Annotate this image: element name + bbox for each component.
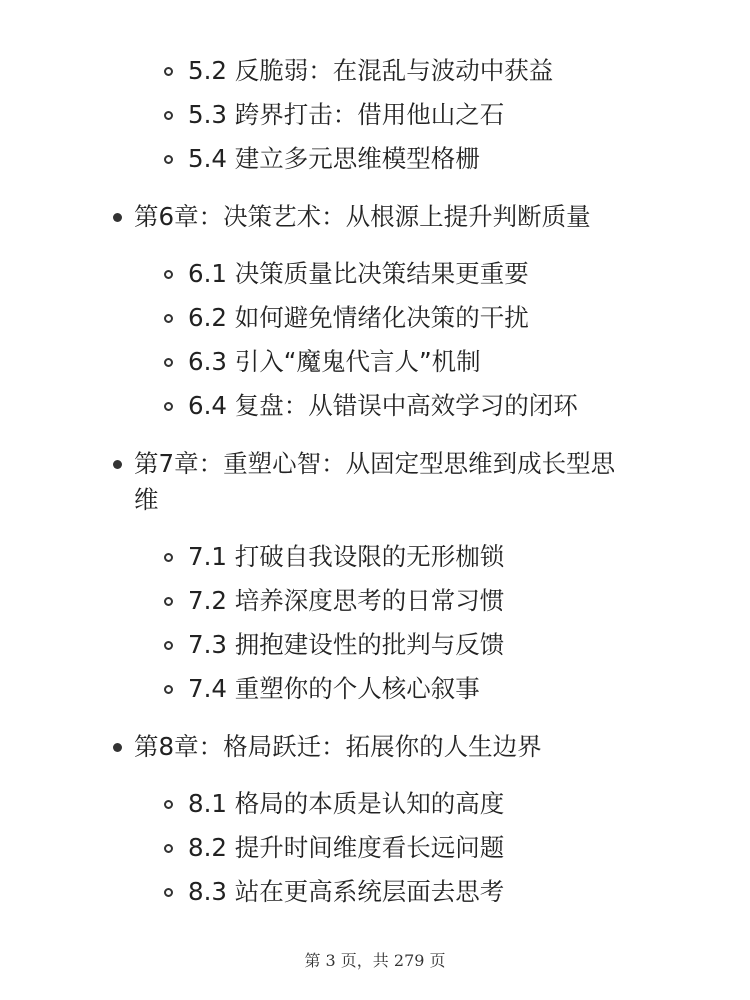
filled-bullet-icon bbox=[113, 743, 122, 752]
outline-subitem: 8.2 提升时间维度看长远问题 bbox=[188, 833, 505, 862]
outline-subitem: 6.3 引入“魔鬼代言人”机制 bbox=[188, 347, 481, 376]
outline-subitem: 8.1 格局的本质是认知的高度 bbox=[188, 789, 505, 818]
hollow-bullet-icon bbox=[164, 270, 173, 279]
hollow-bullet-icon bbox=[164, 402, 173, 411]
outline-subitem: 5.3 跨界打击：借用他山之石 bbox=[188, 100, 505, 129]
hollow-bullet-icon bbox=[164, 67, 173, 76]
hollow-bullet-icon bbox=[164, 155, 173, 164]
filled-bullet-icon bbox=[113, 213, 122, 222]
hollow-bullet-icon bbox=[164, 111, 173, 120]
hollow-bullet-icon bbox=[164, 358, 173, 367]
outline-subitem: 6.2 如何避免情绪化决策的干扰 bbox=[188, 303, 529, 332]
outline-subitem: 6.1 决策质量比决策结果更重要 bbox=[188, 259, 529, 288]
chapter-heading: 第7章：重塑心智：从固定型思维到成长型思 bbox=[134, 449, 616, 478]
outline-subitem: 7.2 培养深度思考的日常习惯 bbox=[188, 586, 505, 615]
hollow-bullet-icon bbox=[164, 314, 173, 323]
outline-subitem: 5.4 建立多元思维模型格栅 bbox=[188, 144, 480, 173]
filled-bullet-icon bbox=[113, 460, 122, 469]
page-number-footer: 第 3 页，共 279 页 bbox=[304, 951, 446, 970]
outline-subitem: 5.2 反脆弱：在混乱与波动中获益 bbox=[188, 56, 554, 85]
hollow-bullet-icon bbox=[164, 597, 173, 606]
hollow-bullet-icon bbox=[164, 685, 173, 694]
outline-subitem: 7.3 拥抱建设性的批判与反馈 bbox=[188, 630, 505, 659]
hollow-bullet-icon bbox=[164, 844, 173, 853]
outline-subitem: 6.4 复盘：从错误中高效学习的闭环 bbox=[188, 391, 578, 420]
hollow-bullet-icon bbox=[164, 800, 173, 809]
hollow-bullet-icon bbox=[164, 888, 173, 897]
outline-subitem: 7.1 打破自我设限的无形枷锁 bbox=[188, 542, 505, 571]
chapter-heading-continuation: 维 bbox=[134, 485, 159, 514]
outline-subitem: 7.4 重塑你的个人核心叙事 bbox=[188, 674, 480, 703]
chapter-heading: 第8章：格局跃迁：拓展你的人生边界 bbox=[134, 732, 542, 761]
chapter-heading: 第6章：决策艺术：从根源上提升判断质量 bbox=[134, 202, 591, 231]
hollow-bullet-icon bbox=[164, 641, 173, 650]
outline-subitem: 8.3 站在更高系统层面去思考 bbox=[188, 877, 505, 906]
hollow-bullet-icon bbox=[164, 553, 173, 562]
